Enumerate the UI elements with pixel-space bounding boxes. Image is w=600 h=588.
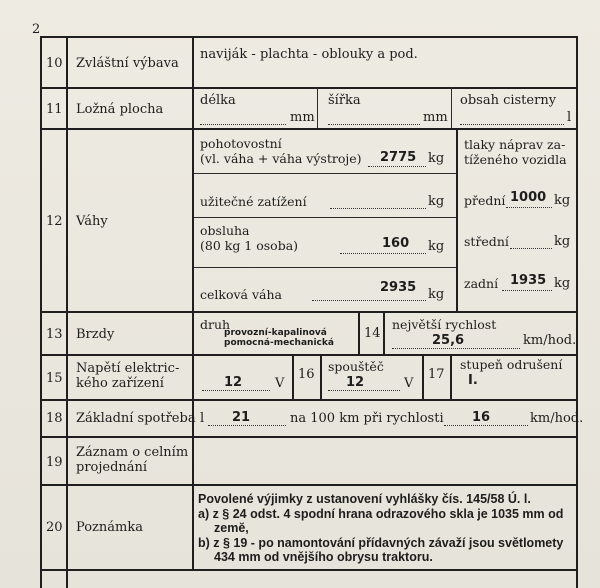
row-label: Váhy	[76, 214, 108, 229]
field-label: celková váha	[200, 287, 283, 302]
unit: kg	[428, 151, 445, 166]
axle-label: zadní	[464, 276, 499, 291]
hline	[192, 217, 456, 218]
weight-value: 2775	[380, 150, 417, 165]
row-label: Poznámka	[76, 520, 143, 535]
unit: km/hod.	[530, 411, 584, 426]
dotted-line	[368, 166, 426, 167]
unit: km/hod.	[523, 333, 577, 348]
row-number: 10	[46, 56, 63, 71]
vline	[456, 128, 458, 311]
row-number: 20	[46, 520, 63, 535]
hline	[192, 173, 456, 174]
field-label: pohotovostní	[200, 136, 282, 151]
row-label: Napětí elektric-	[76, 361, 180, 376]
consumption-value: 21	[232, 410, 251, 425]
field-value: naviják - plachta - oblouky a pod.	[200, 47, 418, 62]
hline	[40, 354, 578, 356]
hline	[40, 36, 578, 38]
dotted-line	[202, 390, 270, 391]
row-label: Základní spotřeba	[76, 411, 196, 426]
axle-label: přední	[464, 193, 506, 208]
field-label: šířka	[328, 93, 361, 108]
row-number: 17	[428, 367, 445, 382]
dotted-line	[200, 124, 286, 125]
row-label: Brzdy	[76, 327, 115, 342]
form-table	[40, 36, 584, 588]
vline	[292, 354, 294, 399]
vline	[66, 36, 68, 588]
field-label: na 100 km při rychlosti	[290, 411, 444, 426]
row-number: 16	[298, 367, 315, 382]
field-label: největší rychlost	[392, 317, 497, 332]
unit: kg	[428, 287, 445, 302]
dotted-line	[444, 425, 528, 426]
unit: V	[275, 376, 285, 391]
row-number: 19	[46, 455, 63, 470]
hline	[192, 267, 456, 268]
row-number: 12	[46, 214, 63, 229]
field-label: délka	[200, 93, 236, 108]
unit: kg	[554, 193, 571, 208]
vline	[451, 87, 452, 128]
brake-type: pomocná-mechanická	[224, 338, 334, 348]
dotted-line	[328, 124, 420, 125]
row-number: 14	[364, 326, 381, 341]
axle-label: střední	[464, 234, 509, 249]
vline	[317, 87, 318, 128]
note-line: a) z § 24 odst. 4 spodní hrana odrazového skla je 1035 mm od	[198, 507, 564, 521]
field-label: užitečné zatížení	[200, 194, 307, 209]
voltage-value: 12	[224, 375, 243, 390]
axle-value: 1000	[510, 190, 547, 205]
field-label: stupeň odrušení	[460, 357, 563, 372]
hline	[40, 399, 578, 401]
weight-value: 160	[382, 236, 410, 251]
field-label: (80 kg 1 osoba)	[200, 238, 299, 253]
dotted-line	[328, 390, 400, 391]
row-number: 13	[46, 327, 63, 342]
speed-value: 16	[472, 410, 491, 425]
dotted-line	[208, 425, 286, 426]
unit: kg	[554, 276, 571, 291]
vline	[450, 354, 452, 399]
field-label: tlaky náprav za-	[464, 137, 566, 152]
hline	[40, 569, 578, 571]
unit: l	[200, 411, 205, 426]
unit: mm	[290, 110, 315, 125]
row-label: Ložná plocha	[76, 102, 164, 117]
page-number: 2	[32, 22, 41, 37]
vline	[576, 36, 578, 588]
dotted-line	[330, 208, 426, 209]
unit: kg	[428, 194, 445, 209]
note-line: 434 mm od vnějšího obrysu traktoru.	[214, 550, 433, 564]
vline	[358, 311, 360, 354]
dotted-line	[312, 300, 426, 301]
hline	[40, 87, 578, 89]
hline	[40, 311, 578, 313]
note-line: zemĕ,	[214, 521, 249, 535]
field-label: tíženého vozidla	[464, 152, 567, 167]
row-label: Zvláštní výbava	[76, 56, 179, 71]
dotted-line	[510, 248, 552, 249]
unit: l	[567, 110, 572, 125]
starter-value: 12	[346, 375, 365, 390]
row-number: 11	[46, 102, 63, 117]
note-line: Povolené výjimky z ustanovení vyhlášky čís. 145/58 Ú. l.	[198, 492, 531, 506]
field-label: obsah cisterny	[460, 93, 557, 108]
dotted-line	[502, 290, 552, 291]
vline	[383, 311, 385, 354]
vline	[422, 354, 424, 399]
field-label: spouštěč	[328, 359, 384, 374]
axle-value: 1935	[510, 273, 547, 288]
row-label: Záznam o celním	[76, 445, 189, 460]
hline	[40, 128, 578, 130]
dotted-line	[506, 207, 552, 208]
hline	[40, 484, 578, 486]
unit: kg	[428, 239, 445, 254]
row-number: 18	[46, 411, 63, 426]
dotted-line	[460, 124, 564, 125]
row-label: projednání	[76, 460, 148, 475]
unit: kg	[554, 234, 571, 249]
row-number: 15	[46, 371, 63, 386]
weight-value: 2935	[380, 280, 417, 295]
row-label: kého zařízení	[76, 376, 164, 391]
unit: V	[404, 376, 414, 391]
speed-value: 25,6	[432, 333, 465, 348]
note-line: b) z § 19 - po namontování přídavných závaží jsou světlomety	[198, 536, 564, 550]
dotted-line	[340, 253, 426, 254]
vline	[40, 36, 42, 588]
unit: mm	[423, 110, 448, 125]
brake-type: provozní-kapalinová	[224, 328, 327, 338]
field-label: druh	[200, 317, 231, 332]
suppression-value: I.	[468, 373, 478, 388]
hline	[40, 436, 578, 438]
dotted-line	[392, 348, 520, 349]
field-label: obsluha	[200, 223, 250, 238]
vline	[192, 36, 194, 569]
field-label: (vl. váha + váha výstroje)	[200, 151, 362, 166]
vline	[320, 354, 322, 399]
